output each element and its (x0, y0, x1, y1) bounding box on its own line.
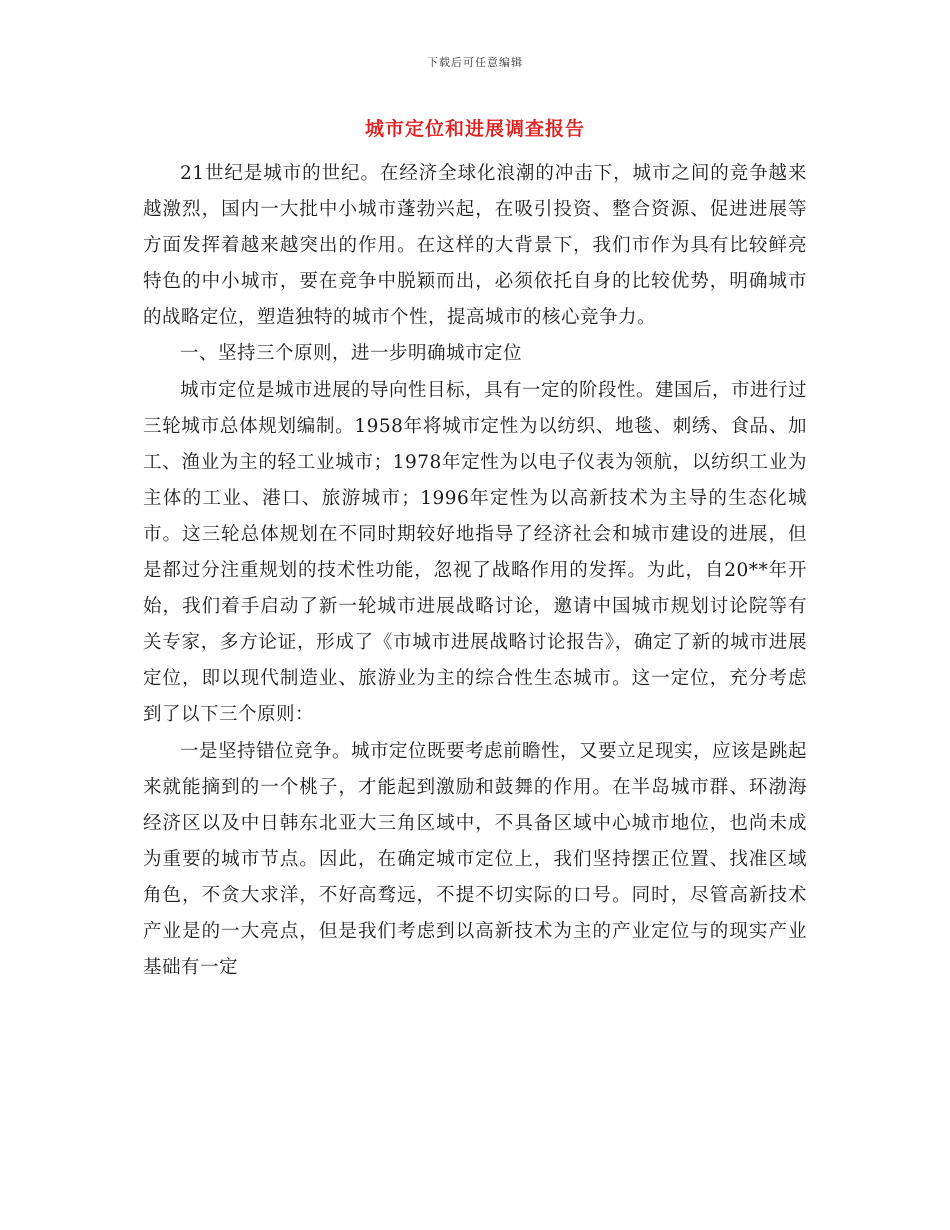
document-body (143, 156, 807, 986)
section-heading: 一、坚持三个原则，进一步明确城市定位 (180, 343, 523, 365)
paragraph-positioning: 城市定位是城市进展的导向性目标，具有一定的阶段性。建国后，市进行过三轮城市总体规划编制。1958年将城市定性为以纺织、地毯、刺绣、食品、加工、渔业为主的轻工业城市；1978年定性为以电子仪表为领航，以纺织工业为主体的工业、港口、旅游城市；1996年定性为以高新技术为主导的生态化城市。这三轮总体规划在不同时期较好地指导了经济社会和城市建设的进展，但是都过分注重规划的技术性功能，忽视了战略作用的发挥。为此，自20**年开始，我们着手启动了新一轮城市进展战略讨论，邀请中国城市规划讨论院等有关专家，多方论证，形成了《市城市进展战略讨论报告》，确定了新的城市进展定位，即以现代制造业、旅游业为主的综合性生态城市。这一定位，充分考虑到了以下三个原则： (143, 379, 808, 726)
paragraph-principle-one: 一是坚持错位竞争。城市定位既要考虑前瞻性，又要立足现实，应该是跳起来就能摘到的一个桃子，才能起到激励和鼓舞的作用。在半岛城市群、环渤海经济区以及中日韩东北亚大三角区域中，不具备区域中心城市地位，也尚未成为重要的城市节点。因此，在确定城市定位上，我们坚持摆正位置、找准区域角色，不贪大求洋，不好高骛远，不提不切实际的口号。同时，尽管高新技术产业是的一大亮点，但是我们考虑到以高新技术为主的产业定位与的现实产业基础有一定 (143, 740, 808, 979)
header-note: 下载后可任意编辑 (427, 56, 523, 69)
paragraph-intro: 21世纪是城市的世纪。在经济全球化浪潮的冲击下，城市之间的竞争越来越激烈，国内一大批中小城市蓬勃兴起，在吸引投资、整合资源、促进进展等方面发挥着越来越突出的作用。在这样的大背景下，我们市作为具有比较鲜亮特色的中小城市，要在竞争中脱颖而出，必须依托自身的比较优势，明确城市的战略定位，塑造独特的城市个性，提高城市的核心竞争力。 (143, 163, 807, 329)
document-title: 城市定位和进展调查报告 (364, 118, 585, 140)
